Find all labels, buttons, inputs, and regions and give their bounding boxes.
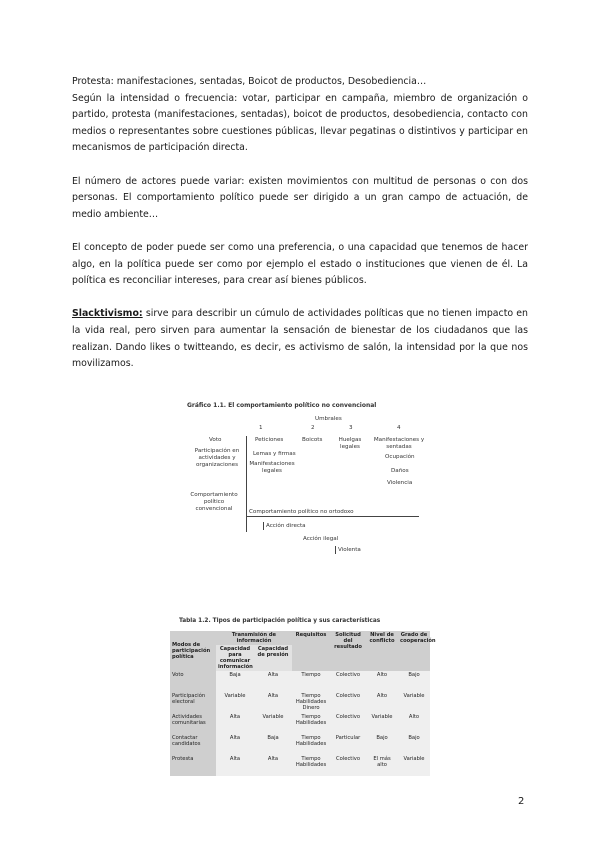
cell: Alta	[254, 671, 292, 692]
figure-participacion: Participación en actividades y organizaciones	[194, 448, 240, 468]
figure-manifestaciones: Manifestaciones y sentadas	[373, 437, 425, 450]
cell: Alta	[216, 713, 254, 734]
paragraph-protesta: Protesta: manifestaciones, sentadas, Boicot de productos, Desobediencia…	[72, 76, 427, 87]
figure-threshold-2: 2	[311, 425, 315, 431]
cell: Alta	[216, 734, 254, 755]
cell: Alto	[398, 713, 430, 734]
th-capacidad: Capacidad para comunicar información	[218, 646, 253, 670]
figure-vertical-axis	[246, 436, 247, 532]
cell: Variable	[216, 692, 254, 713]
cell: Alta	[254, 755, 292, 776]
figure-huelgas: Huelgas legales	[338, 437, 362, 450]
row-name: Actividades comunitarias	[170, 713, 216, 734]
row-name: Protesta	[170, 755, 216, 776]
cell: El más alto	[366, 755, 398, 776]
cell: Variable	[398, 755, 430, 776]
th-grado: Grado de cooperación	[398, 631, 430, 671]
table-row	[170, 713, 430, 734]
figure-accion-directa: Acción directa	[266, 523, 306, 529]
figure-umbrales: Umbrales	[315, 416, 342, 422]
cell: Bajo	[398, 671, 430, 692]
cell: Particular	[330, 734, 366, 755]
th-nivel: Nivel de conflicto	[366, 631, 398, 671]
row-name: Participación electoral	[170, 692, 216, 713]
figure-ocupacion: Ocupación	[385, 454, 415, 460]
cell: Colectivo	[330, 692, 366, 713]
cell: Baja	[216, 671, 254, 692]
cell: Tiempo Habilidades	[292, 734, 330, 755]
row-name: Contactar candidatos	[170, 734, 216, 755]
th-modos: Modos de participación política	[170, 631, 216, 671]
figure-accion-ilegal: Acción ilegal	[303, 536, 339, 542]
paragraph-poder: El concepto de poder puede ser como una preferencia, o una capacidad que tenemos de hacer algo, en la política puede ser como por ejemplo el estado o instituciones que vienen de él. La política es reconciliar intereses, para crear así bienes públicos.	[72, 241, 528, 287]
cell: Bajo	[366, 734, 398, 755]
figure-title: Gráfico 1.1. El comportamiento político no convencional	[187, 402, 377, 409]
cell: Variable	[366, 713, 398, 734]
figure-conv-politico: Comportamiento político convencional	[190, 492, 238, 512]
slacktivismo-term: Slacktivismo:	[72, 308, 143, 320]
body-text	[72, 74, 528, 373]
th-presion: Capacidad de presión	[254, 645, 292, 671]
th-solicitud: Solicitud del resultado	[330, 631, 366, 671]
th-transmision: Transmisión de información	[216, 631, 292, 645]
figure-danos: Daños	[391, 468, 409, 474]
participation-table	[170, 631, 436, 776]
table-row	[170, 734, 430, 755]
table-row	[170, 755, 430, 776]
cell: Alta	[216, 755, 254, 776]
figure-threshold-1: 1	[259, 425, 263, 431]
cell: Colectivo	[330, 713, 366, 734]
row-name: Voto	[170, 671, 216, 692]
cell: Colectivo	[330, 755, 366, 776]
table-row	[170, 692, 430, 713]
figure-horizontal-axis	[247, 516, 419, 517]
figure-voto: Voto	[209, 437, 222, 443]
cell: Tiempo Habilidades Dinero	[292, 692, 330, 713]
cell: Colectivo	[330, 671, 366, 692]
page-number: 2	[518, 796, 525, 807]
paragraph-slacktivismo	[72, 306, 528, 372]
cell: Bajo	[398, 734, 430, 755]
cell: Alto	[366, 692, 398, 713]
th-requisitos: Requisitos	[292, 631, 330, 671]
cell: Tiempo Habilidades	[292, 755, 330, 776]
cell: Variable	[254, 713, 292, 734]
cell: Variable	[398, 692, 430, 713]
figure-comportamiento-politico	[183, 400, 425, 560]
paragraph-intensidad: Según la intensidad o frecuencia: votar, participar en campaña, miembro de organización o partido, protesta (manifestaciones, sentadas), boicot de productos, desobediencia, contacto con medios o representantes sobre cuestiones públicas, llevar pegatinas o distintivos y participar en mecanismos de participación directa.	[72, 92, 528, 154]
cell: Tiempo Habilidades	[292, 713, 330, 734]
figure-violencia: Violencia	[387, 480, 413, 486]
cell: Baja	[254, 734, 292, 755]
figure-no-ortodoxo: Comportamiento político no ortodoxo	[249, 509, 354, 515]
figure-marker-violenta	[335, 546, 336, 554]
cell: Alta	[254, 692, 292, 713]
cell: Tiempo	[292, 671, 330, 692]
figure-manif-legales: Manifestaciones legales	[249, 461, 295, 474]
figure-threshold-4: 4	[397, 425, 401, 431]
cell: Alto	[366, 671, 398, 692]
paragraph-actores: El número de actores puede variar: existen movimientos con multitud de personas o con dos personas. El comportamiento político puede ser dirigido a un gran campo de actuación, de medio ambiente…	[72, 175, 528, 220]
figure-peticiones: Peticiones	[255, 437, 284, 443]
figure-boicots: Boicots	[302, 437, 323, 443]
slacktivismo-definition: sirve para describir un cúmulo de actividades políticas que no tienen impacto en la vida real, pero sirven para aumentar la sensación de bienestar de los ciudadanos que las realizan. Dando likes o twitteando, es decir, es activismo de salón, la intensidad por la que nos movilizamos.	[72, 308, 528, 370]
figure-marker-accion-directa	[263, 522, 264, 530]
table-title: Tabla 1.2. Tipos de participación política y sus características	[179, 618, 381, 624]
figure-threshold-3: 3	[349, 425, 353, 431]
figure-violenta: Violenta	[338, 547, 361, 553]
figure-lemas: Lemas y firmas	[253, 451, 296, 457]
table-row	[170, 671, 430, 692]
table-header-row	[170, 631, 430, 645]
